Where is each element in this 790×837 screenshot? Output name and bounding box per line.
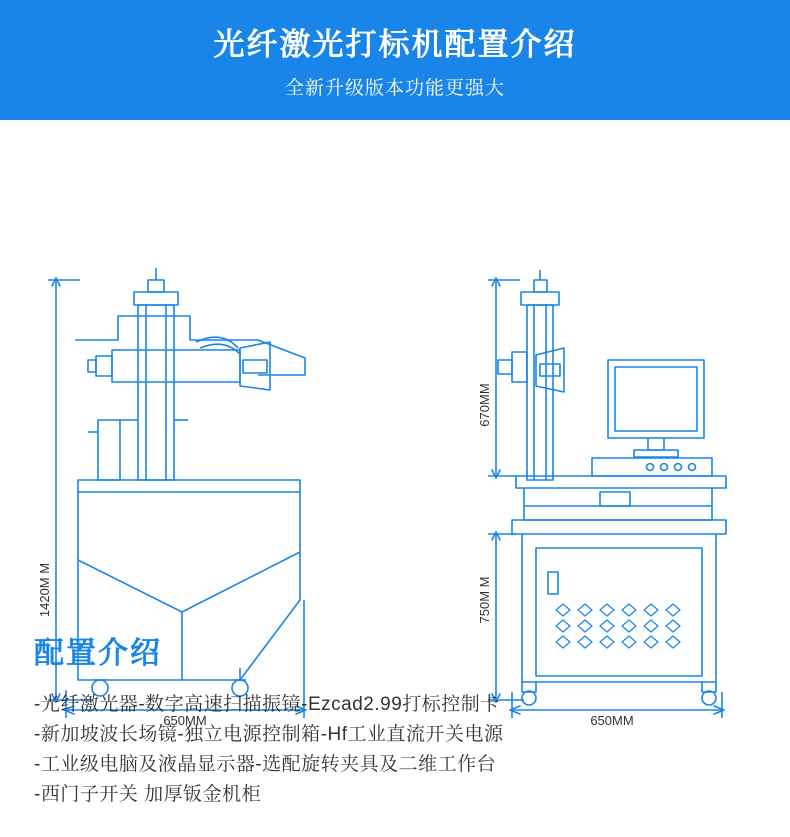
left-width-label: 650MM [163,713,207,728]
header-banner [0,0,790,120]
specs-title: 配置介绍 [34,637,162,670]
right-lower-height-label: 750M M [477,576,492,624]
specs-section [0,628,790,810]
spec-line: -光纤激光器-数字高速扫描振镜-Ezcad2.99打标控制卡 [34,694,500,715]
spec-line: -新加坡波长场镜-独立电源控制箱-Hf工业直流开关电源 [34,724,504,745]
specs-list [34,690,790,810]
page-title: 光纤激光打标机配置介绍 [213,26,577,62]
spec-line: -西门子开关 加厚钣金机柜 [34,784,262,805]
right-width-label: 650MM [590,713,634,728]
left-height-label: 1420M M [37,562,52,618]
spec-line: -工业级电脑及液晶显示器-选配旋转夹具及二维工作台 [34,754,497,775]
page-subtitle: 全新升级版本功能更强大 [284,78,505,100]
right-upper-height-label: 670MM [477,383,492,427]
